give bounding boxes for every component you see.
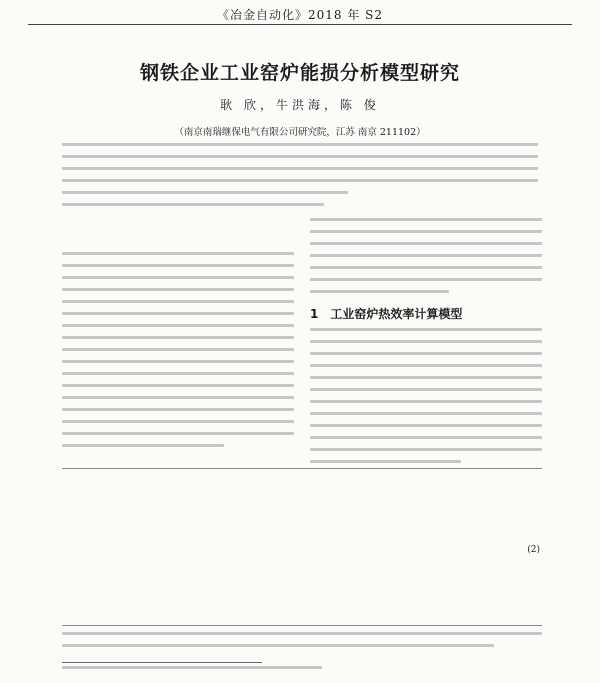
equation-block	[62, 468, 542, 626]
abstract-block	[62, 143, 538, 215]
footnote-rule	[62, 662, 262, 663]
footnote	[62, 666, 322, 674]
journal-header: 《冶金自动化》2018 年 S2	[216, 8, 384, 22]
body-bottom	[62, 632, 542, 656]
body-right-column-2	[310, 328, 542, 472]
paper-authors: 耿 欣，牛洪海，陈 俊	[220, 98, 380, 112]
header-rule	[28, 24, 572, 25]
paper-affiliation: （南京南瑞继保电气有限公司研究院，江苏 南京 211102）	[174, 127, 426, 138]
equation-number: (2)	[527, 545, 540, 555]
body-left-column	[62, 252, 294, 456]
paper-title: 钢铁企业工业窑炉能损分析模型研究	[139, 62, 460, 84]
body-right-column	[310, 218, 542, 302]
section-heading: 1 工业窑炉热效率计算模型	[310, 307, 463, 321]
